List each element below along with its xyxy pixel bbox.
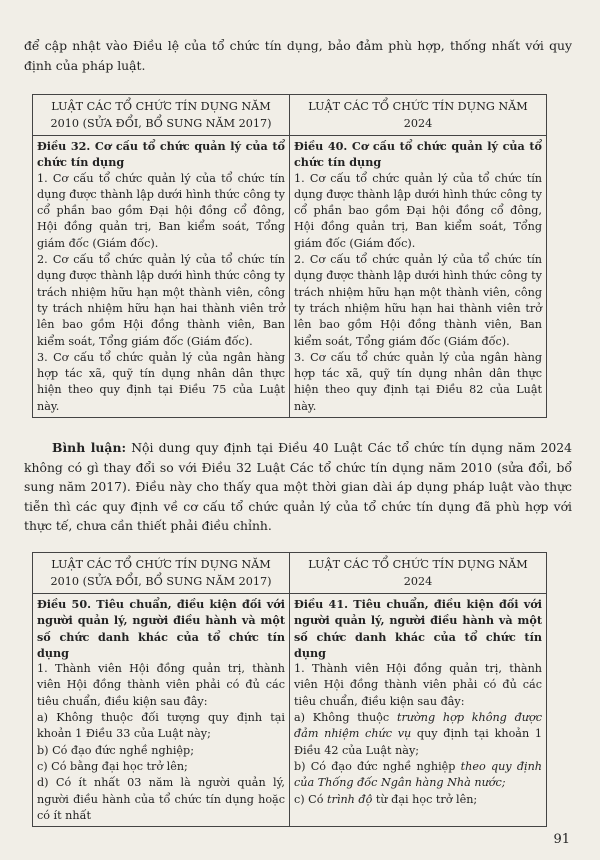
clause: 2. Cơ cấu tổ chức quản lý của tổ chức tín dụng được thành lập dưới hình thức công ty trách nhiệm hữu hạn một thành viên, công ty trách nhiệm hữu hạn hai thành viên trở lên bao gồm Hội đồng thành viên, Ban kiểm soát, Tổng giám đốc (Giám đốc).	[294, 253, 542, 348]
commentary-text: Nội dung quy định tại Điều 40 Luật Các tổ chức tín dụng năm 2024 không có gì thay đổi so với Điều 32 Luật Các tổ chức tín dụng năm 2010 (sửa đổi, bổ sung năm 2017). Điều này cho thấy qua một thời gian dài áp dụng pháp luật vào thực tiễn thì các quy định về cơ cấu tổ chức quản lý của tổ chức tín dụng đã phù hợp với thực tế, chưa cần thiết phải điều chỉnh.	[24, 440, 573, 533]
intro-paragraph: để cập nhật vào Điều lệ của tổ chức tín dụng, bảo đảm phù hợp, thống nhất với quy định của pháp luật.	[24, 38, 572, 73]
clause-point	[294, 792, 542, 808]
clause: 1. Thành viên Hội đồng quản trị, thành viên Hội đồng thành viên phải có đủ các tiêu chuẩn, điều kiện sau đây:	[294, 662, 542, 708]
commentary-label: Bình luận:	[52, 440, 127, 455]
cell-law-2010	[33, 136, 290, 418]
clause: 1. Cơ cấu tổ chức quản lý của tổ chức tín dụng được thành lập dưới hình thức công ty cổ phần bao gồm Đại hội đồng cổ đông, Hội đồng quản trị, Ban kiểm soát, Tổng giám đốc (Giám đốc).	[37, 171, 285, 250]
cell-law-2010	[33, 594, 290, 827]
table-row	[33, 594, 547, 827]
article-title: Điều 50. Tiêu chuẩn, điều kiện đối với người quản lý, người điều hành và một số chức danh khác của tổ chức tín dụng	[37, 597, 285, 660]
cell-law-2024	[290, 594, 547, 827]
page-number: 91	[553, 832, 570, 847]
clause-point: c) Có bằng đại học trở lên;	[37, 759, 188, 773]
cell-law-2024	[290, 136, 547, 418]
commentary-paragraph	[24, 438, 572, 536]
clause-point: a) Không thuộc đối tượng quy định tại khoản 1 Điều 33 của Luật này;	[37, 711, 285, 741]
table-header-row	[33, 95, 547, 136]
article-title: Điều 40. Cơ cấu tổ chức quản lý của tổ chức tín dụng	[294, 139, 542, 170]
comparison-table-1	[32, 94, 547, 418]
amended-text: theo quy định của Thống đốc Ngân hàng Nhà nước;	[294, 759, 542, 790]
clause: 3. Cơ cấu tổ chức quản lý của ngân hàng hợp tác xã, quỹ tín dụng nhân dân thực hiện theo quy định tại Điều 82 của Luật này.	[294, 350, 542, 413]
clause: 1. Thành viên Hội đồng quản trị, thành viên Hội đồng thành viên phải có đủ các tiêu chuẩn, điều kiện sau đây:	[37, 662, 285, 708]
clause-point	[294, 759, 542, 792]
amended-text: trường hợp không được đảm nhiệm chức vụ	[294, 711, 542, 741]
clause-point	[294, 710, 542, 759]
comparison-table-2	[32, 552, 547, 827]
clause-point: d) Có ít nhất 03 năm là người quản lý, người điều hành của tổ chức tín dụng hoặc có ít nhất	[37, 776, 285, 822]
article-title: Điều 32. Cơ cấu tổ chức quản lý của tổ chức tín dụng	[37, 139, 285, 170]
header-law-2010: LUẬT CÁC TỔ CHỨC TÍN DỤNG NĂM 2010 (SỬA ĐỔI, BỔ SUNG NĂM 2017)	[33, 95, 290, 136]
header-law-2010: LUẬT CÁC TỔ CHỨC TÍN DỤNG NĂM 2010 (SỬA ĐỔI, BỔ SUNG NĂM 2017)	[33, 553, 290, 594]
article-title: Điều 41. Tiêu chuẩn, điều kiện đối với người quản lý, người điều hành và một số chức danh khác của tổ chức tín dụng	[294, 597, 542, 660]
clause-text: c) Có	[294, 792, 328, 806]
clause-text: quy định tại khoản 1 Điều 42 của Luật này;	[294, 727, 542, 757]
clause-text: b) Có đạo đức nghề nghiệp	[294, 759, 461, 773]
clause: 3. Cơ cấu tổ chức quản lý của ngân hàng hợp tác xã, quỹ tín dụng nhân dân thực hiện theo quy định tại Điều 75 của Luật này.	[37, 350, 285, 413]
clause-text: a) Không thuộc	[294, 711, 397, 725]
header-law-2024: LUẬT CÁC TỔ CHỨC TÍN DỤNG NĂM 2024	[290, 95, 547, 136]
header-law-2024: LUẬT CÁC TỔ CHỨC TÍN DỤNG NĂM 2024	[290, 553, 547, 594]
clause-text: từ đại học trở lên;	[372, 792, 478, 806]
amended-text: trình độ	[327, 792, 373, 806]
clause-point: b) Có đạo đức nghề nghiệp;	[37, 743, 194, 757]
table-header-row	[33, 553, 547, 594]
clause: 1. Cơ cấu tổ chức quản lý của tổ chức tín dụng được thành lập dưới hình thức công ty cổ phần bao gồm Đại hội đồng cổ đông, Hội đồng quản trị, Ban kiểm soát, Tổng giám đốc (Giám đốc).	[294, 171, 542, 250]
clause: 2. Cơ cấu tổ chức quản lý của tổ chức tín dụng được thành lập dưới hình thức công ty trách nhiệm hữu hạn một thành viên, công ty trách nhiệm hữu hạn hai thành viên trở lên bao gồm Hội đồng thành viên, Ban kiểm soát, Tổng giám đốc (Giám đốc).	[37, 253, 285, 348]
table-row	[33, 136, 547, 418]
